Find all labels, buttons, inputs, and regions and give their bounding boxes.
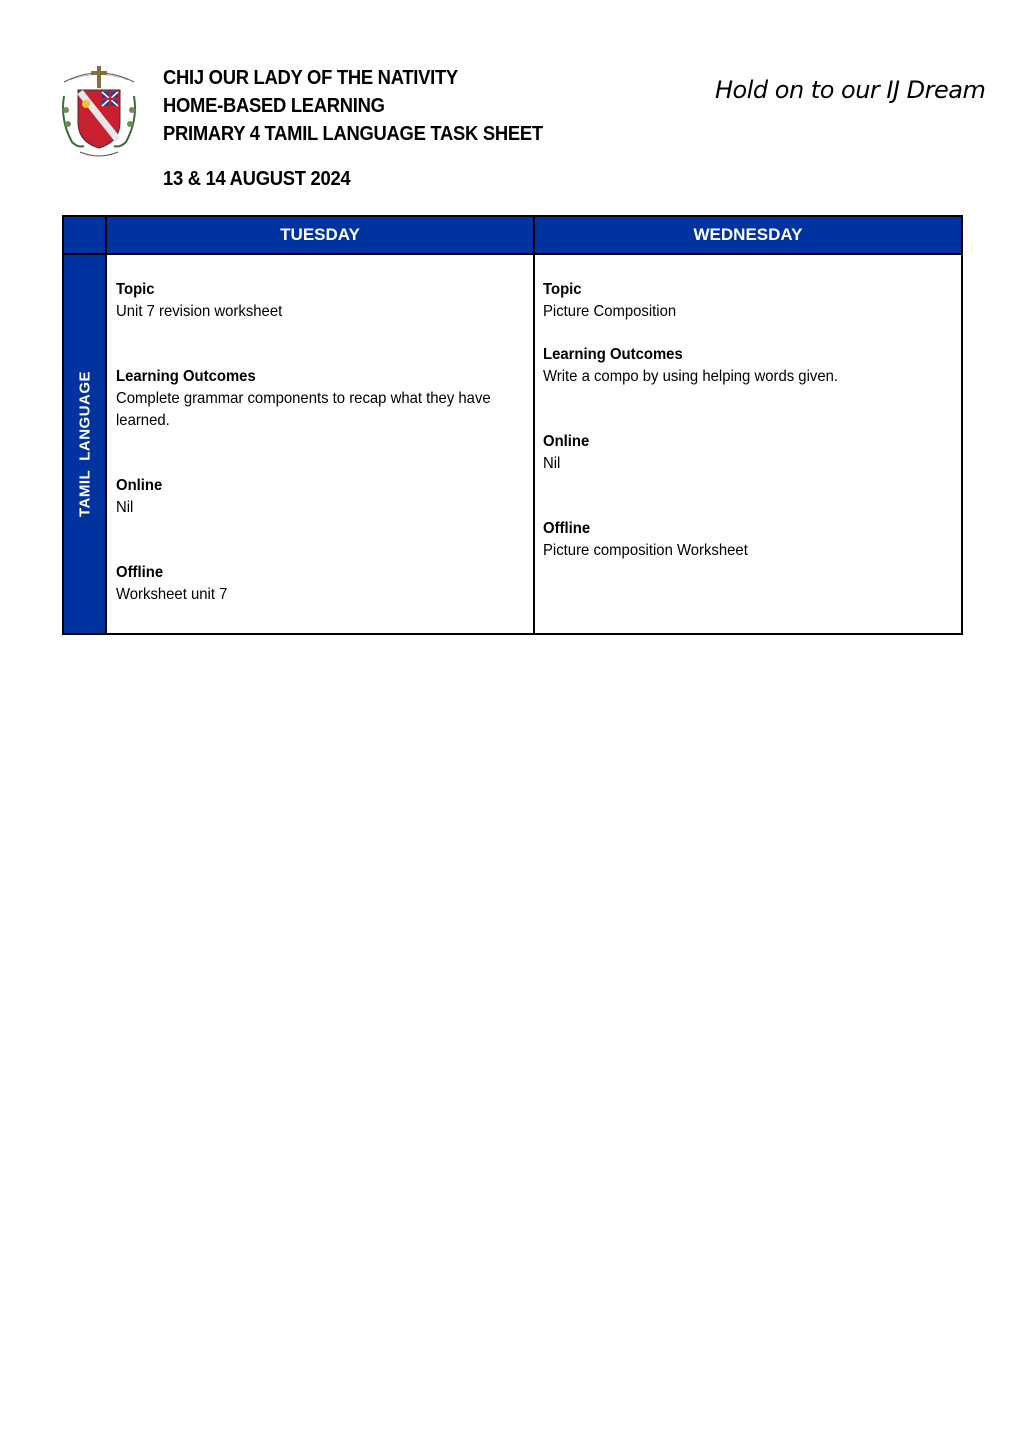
online-text: Nil <box>116 499 134 516</box>
school-crest-icon <box>58 60 140 160</box>
online-text: Nil <box>543 455 561 472</box>
outcomes-heading: Learning Outcomes <box>116 368 256 385</box>
task-dates: 13 & 14 AUGUST 2024 <box>163 168 351 190</box>
topic-text: Unit 7 revision worksheet <box>116 303 283 320</box>
outcomes-text: Complete grammar components to recap what they have learned. <box>116 390 491 429</box>
school-motto: Hold on to our IJ Dream <box>715 76 986 104</box>
offline-heading: Offline <box>543 520 591 537</box>
tuesday-tasks <box>107 255 535 633</box>
topic-text: Picture Composition <box>543 303 677 320</box>
online-heading: Online <box>116 477 163 494</box>
online-heading: Online <box>543 433 590 450</box>
programme-title: HOME-BASED LEARNING <box>163 95 385 117</box>
offline-text: Worksheet unit 7 <box>116 586 228 603</box>
offline-text: Picture composition Worksheet <box>543 542 748 559</box>
outcomes-heading: Learning Outcomes <box>543 346 683 363</box>
document-header <box>163 64 543 148</box>
task-sheet-title: PRIMARY 4 TAMIL LANGUAGE TASK SHEET <box>163 123 543 145</box>
offline-heading: Offline <box>116 564 164 581</box>
outcomes-text: Write a compo by using helping words given. <box>543 368 838 385</box>
topic-heading: Topic <box>116 281 155 298</box>
subject-label: TAMIL LANGUAGE <box>76 370 93 518</box>
wednesday-tasks <box>535 255 961 633</box>
subject-label-cell <box>64 255 107 633</box>
day-header-tuesday: TUESDAY <box>107 217 535 255</box>
school-name: CHIJ OUR LADY OF THE NATIVITY <box>163 67 458 89</box>
schedule-table <box>62 215 963 635</box>
table-corner-cell <box>64 217 107 255</box>
day-header-wednesday: WEDNESDAY <box>535 217 961 255</box>
topic-heading: Topic <box>543 281 582 298</box>
